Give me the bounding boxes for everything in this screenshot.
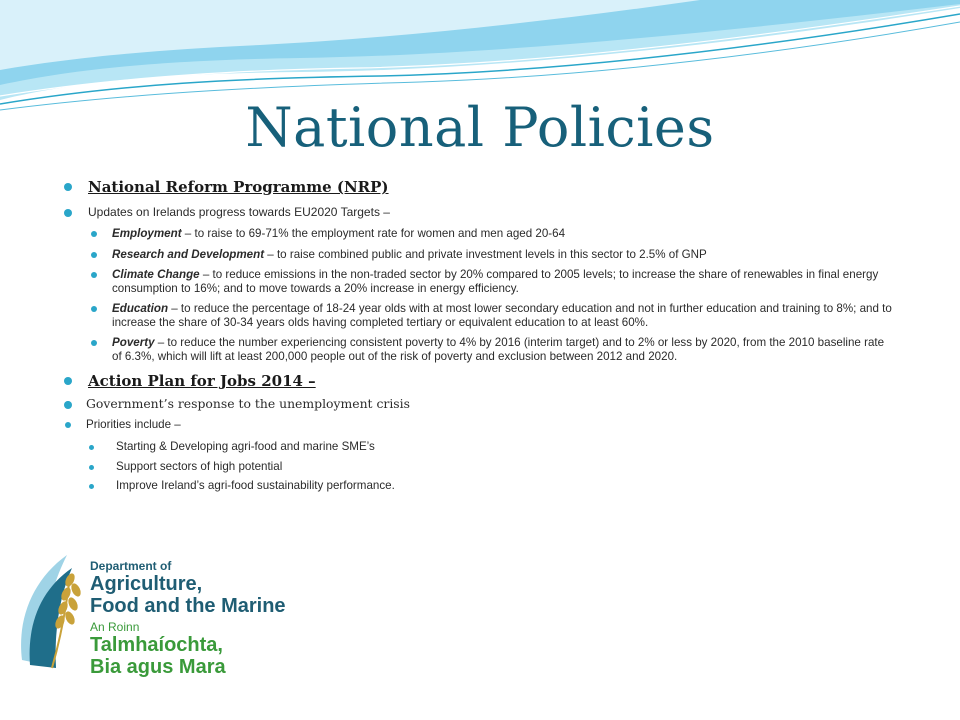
target-education bbox=[88, 302, 892, 329]
department-logo bbox=[12, 540, 292, 685]
nrp-heading: National Reform Programme (NRP) bbox=[62, 178, 892, 196]
target-term: Research and Development bbox=[112, 247, 265, 261]
target-term: Education bbox=[112, 302, 169, 315]
priorities-list bbox=[86, 440, 892, 493]
action-plan-heading: Action Plan for Jobs 2014 – bbox=[62, 372, 892, 390]
logo-line: Bia agus Mara bbox=[90, 656, 226, 679]
priority-item: Improve Ireland’s agri-food sustainability performance. bbox=[86, 479, 892, 493]
target-research bbox=[88, 248, 892, 262]
logo-line: An Roinn bbox=[90, 620, 140, 635]
logo-text bbox=[90, 560, 286, 678]
main-bullet-list bbox=[62, 178, 892, 493]
nrp-intro-text: Updates on Irelands progress towards EU2020 Targets – bbox=[88, 205, 390, 219]
target-poverty bbox=[88, 336, 892, 363]
action-plan-details bbox=[62, 397, 892, 493]
target-employment bbox=[88, 227, 892, 241]
logo-line: Food and the Marine bbox=[90, 595, 286, 618]
target-text: – to raise combined public and private investment levels in this sector to 2.5% of GNP bbox=[264, 247, 707, 261]
target-term: Climate Change bbox=[112, 268, 200, 281]
action-response: Government’s response to the unemployment crisis bbox=[62, 397, 892, 411]
page-title: National Policies bbox=[245, 96, 715, 159]
priorities-item bbox=[62, 418, 892, 493]
nrp-intro-item bbox=[62, 205, 892, 363]
priorities-label: Priorities include – bbox=[86, 417, 181, 431]
content-body bbox=[62, 178, 892, 502]
logo-line: Department of bbox=[90, 559, 172, 573]
priority-item: Starting & Developing agri-food and marine SME’s bbox=[86, 440, 892, 454]
action-plan-list bbox=[62, 397, 892, 493]
target-term: Employment bbox=[112, 227, 182, 240]
logo-line: Talmhaíochta, bbox=[90, 634, 223, 657]
target-climate bbox=[88, 268, 892, 295]
target-text: – to reduce emissions in the non-traded sector by 20% compared to 2005 levels; to increase the share of renewables in final energy consumption to 16%; and to move towards a 20% increase in energy efficiency. bbox=[112, 268, 879, 295]
targets-list bbox=[88, 227, 892, 363]
target-text: – to reduce the percentage of 18-24 year olds with at most lower secondary education and not in further education and training to 8%; and to increase the share of 30-34 years olds having completed tertiary or equivalent education to at least 60%. bbox=[112, 302, 892, 329]
target-text: – to reduce the number experiencing consistent poverty to 4% by 2016 (interim target) and to 2% or less by 2020, from the 2010 baseline rate of 6.3%, which will lift at least 200,000 people out of the risk of poverty and exclusion between 2012 and 2020. bbox=[112, 336, 885, 363]
priority-item: Support sectors of high potential bbox=[86, 460, 892, 474]
wheat-wave-logo-icon bbox=[12, 540, 87, 680]
target-text: – to raise to 69-71% the employment rate for women and men aged 20-64 bbox=[181, 227, 566, 240]
target-term: Poverty bbox=[112, 336, 155, 349]
logo-line: Agriculture, bbox=[90, 573, 203, 596]
